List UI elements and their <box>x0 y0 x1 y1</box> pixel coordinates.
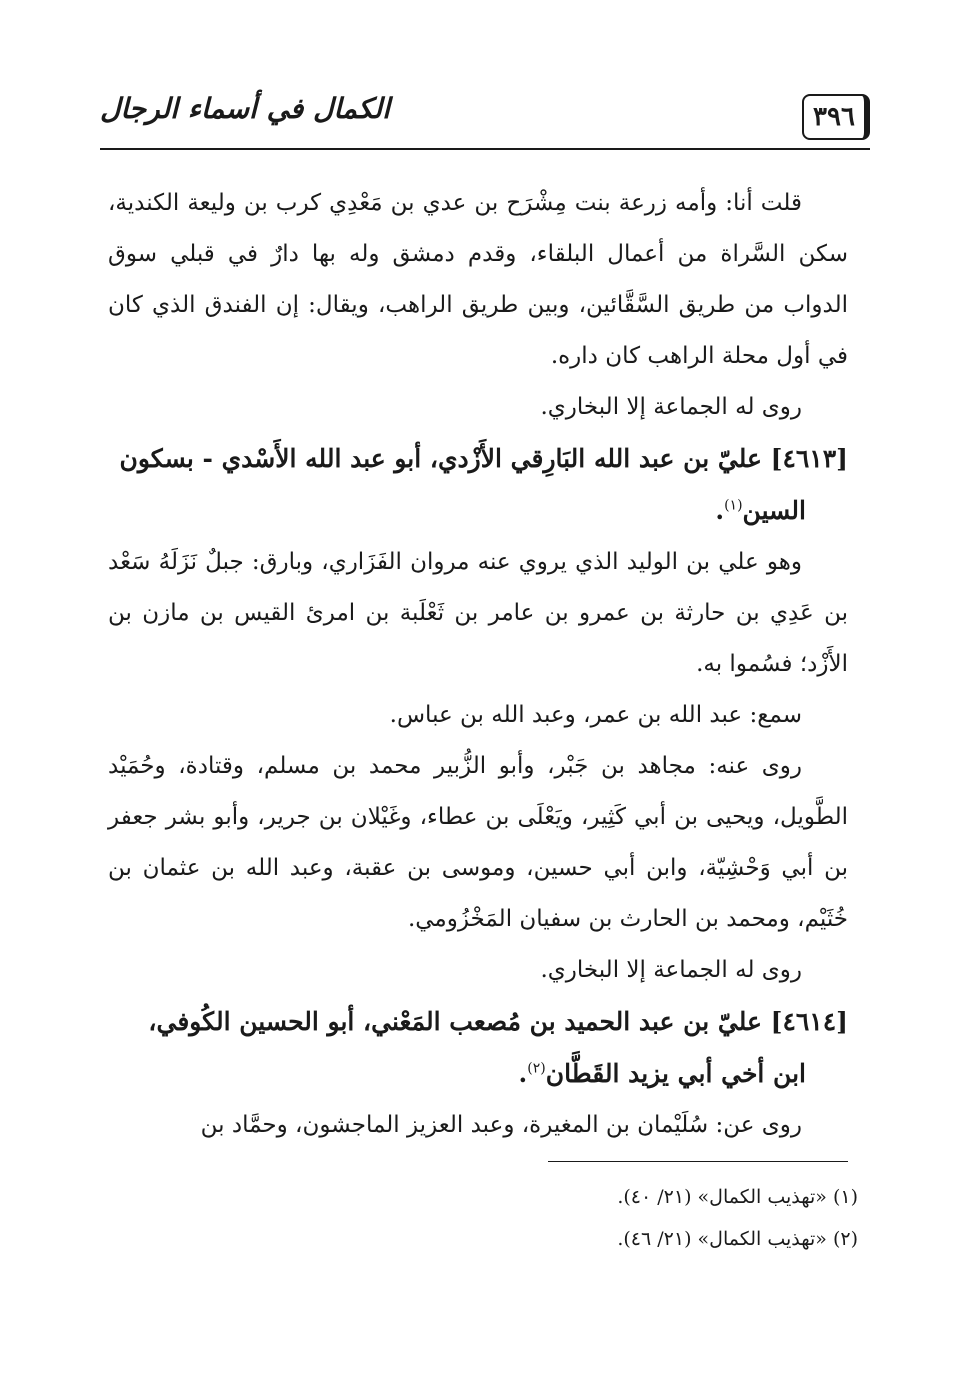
book-title: الكمال في أسماء الرجال <box>100 92 390 125</box>
paragraph-narrators <box>108 741 848 945</box>
footnote-1: (١) «تهذيب الكمال» (٢١/ ٤٠). <box>617 1186 858 1208</box>
text-line: وهو علي بن الوليد الذي يروي عنه مروان الفَزَاري، وبارق: جبلٌ نَزَلَهُ <box>158 549 803 575</box>
page-number <box>802 94 870 140</box>
text-line: جعفر بن أبي وَحْشِيّة، وابن أبي حسين، وموسى بن عقبة، وعبد الله بن <box>108 804 848 881</box>
main-text <box>108 178 848 1151</box>
text-line: عثمان بن خُثَيْم، ومحمد بن الحارث بن سفيان المَخْزُومي. <box>108 855 848 932</box>
text-line: سَعْد بن عَدِي بن حارثة بن عمرو بن عامر بن ثَعْلَبة بن امرئ القيس بن <box>108 549 848 626</box>
text-line: الطَّويل، ويحيى بن أبي كَثِير، ويَعْلَى بن عطاء، وغَيْلان بن جرير، وأبو بشر <box>165 804 849 830</box>
entry-heading-line: [٤٦١٣] عليّ بن عبد الله البَارِقي الأَزْدي، أبو عبد الله الأَسْدي - بسكون <box>119 444 848 473</box>
paragraph-heard: سمع: عبد الله بن عمر، وعبد الله بن عباس. <box>389 702 802 728</box>
paragraph-bariq <box>108 537 848 690</box>
paragraph-mother <box>108 178 848 382</box>
entry-heading-line: [٤٦١٤] عليّ بن عبد الحميد بن مُصعب المَعْني، أبو الحسين الكُوفي، <box>148 1007 848 1036</box>
text-line: قلت أنا: وأمه زرعة بنت مِشْرَح بن عدي بن مَعْدِي كرب بن وليعة <box>187 190 802 216</box>
paragraph-narrated-2: روى له الجماعة إلا البخاري. <box>540 957 802 983</box>
footnote-2: (٢) «تهذيب الكمال» (٢١/ ٤٦). <box>617 1228 858 1250</box>
paragraph-narrated: روى له الجماعة إلا البخاري. <box>540 394 802 420</box>
footnote-ref-1[interactable]: (١) <box>724 497 743 514</box>
footnote-separator <box>548 1161 848 1162</box>
header-rule <box>100 148 870 150</box>
entry-heading-line: ابن أخي أبي يزيد القَطَّان$^{(٢)}$. <box>518 1059 806 1088</box>
footnotes <box>108 1176 858 1260</box>
text-line: الذي كان في أول محلة الراهب كان داره. <box>108 292 848 369</box>
page-header <box>100 84 870 150</box>
text-line: مازن بن الأَزْد؛ فسُموا به. <box>108 600 848 677</box>
entry-heading-4614 <box>108 996 848 1100</box>
text-line: سوق الدواب من طريق السَّقَّائين، وبين طريق الراهب، ويقال: إن الفندق <box>108 241 848 318</box>
entry-heading-4613 <box>108 433 848 537</box>
paragraph-narrated-from: روى عن: سُلَيْمان بن المغيرة، وعبد العزيز الماجشون، وحمَّاد بن <box>200 1112 802 1138</box>
text-line: الكندية، سكن السَّراة من أعمال البلقاء، وقدم دمشق وله بها دارٌ في قبلي <box>108 190 848 267</box>
footnote-ref-2[interactable]: (٢) <box>527 1060 546 1077</box>
text-line: روى عنه: مجاهد بن جَبْر، وأبو الزُّبير محمد بن مسلم، وقتادة، وحُمَيْد <box>108 753 802 779</box>
page-number-text: ٣٩٦ <box>813 102 855 132</box>
entry-heading-line: السين$^{(١)}$. <box>715 496 806 525</box>
